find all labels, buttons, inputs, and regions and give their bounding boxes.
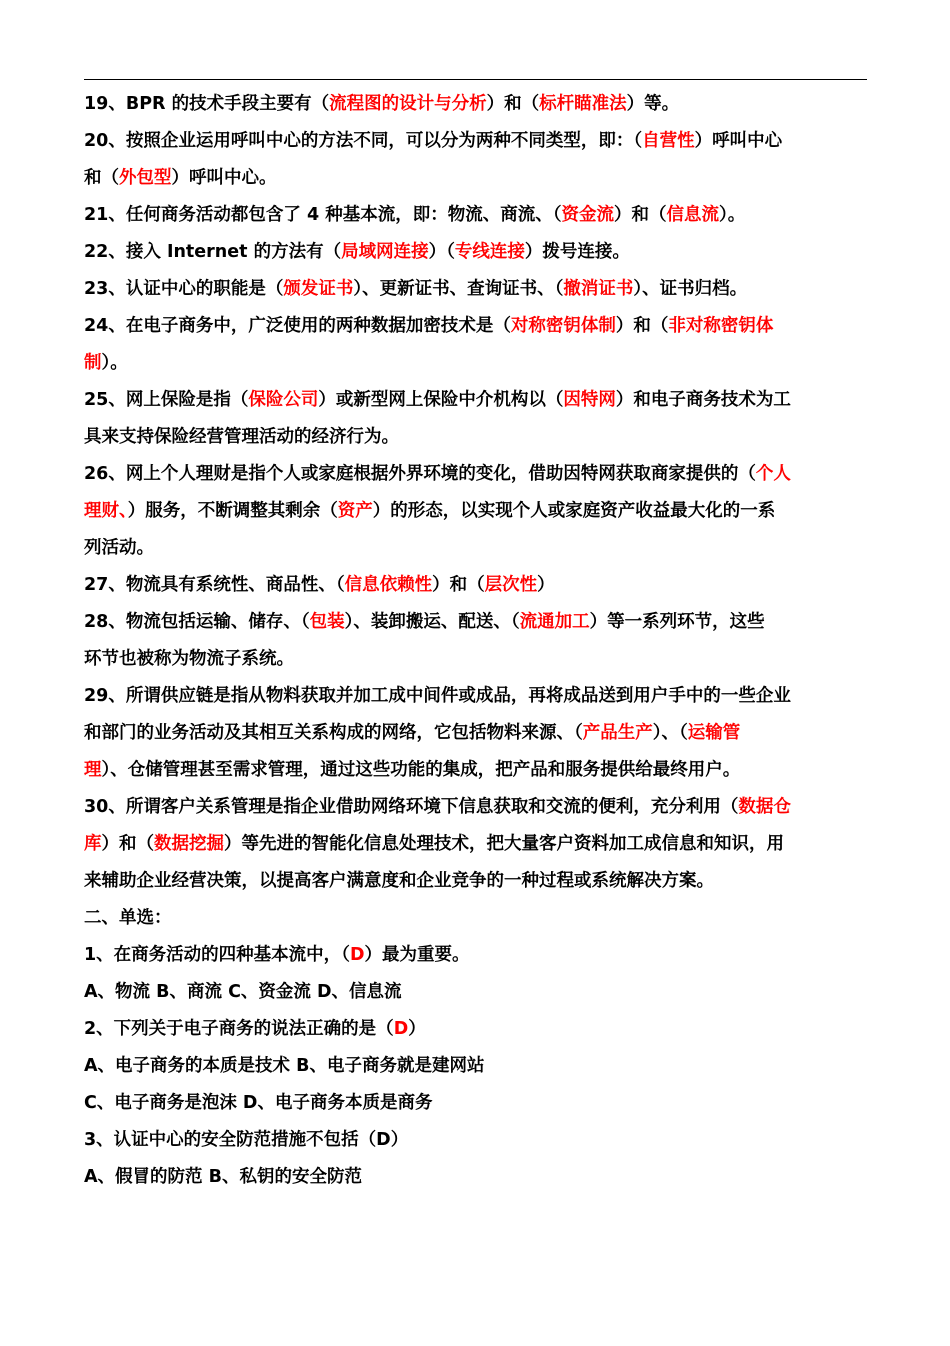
- text-line: [84, 1159, 859, 1196]
- body-text: ）、仓储管理甚至需求管理，通过这些功能的集成，把产品和服务提供给最终用户。: [101, 760, 741, 780]
- text-line: [84, 937, 859, 974]
- text-line: [84, 345, 859, 382]
- answer-text: 因特网: [563, 390, 616, 410]
- answer-text: D: [393, 1019, 409, 1039]
- text-line: [84, 604, 859, 641]
- answer-text: 包装: [309, 612, 345, 632]
- body-text: ）等。: [626, 94, 680, 114]
- text-line: [84, 641, 859, 678]
- body-text: ）、更新证书、查询证书、（: [353, 279, 564, 299]
- answer-text: 保险公司: [248, 390, 319, 410]
- body-text: A、物流 B、商流 C、资金流 D、信息流: [84, 982, 402, 1002]
- body-text: 22、接入 Internet 的方法有（: [84, 242, 342, 262]
- answer-text: 流程图的设计与分析: [329, 94, 487, 114]
- text-line: [84, 678, 859, 715]
- body-text: 和部门的业务活动及其相互关系构成的网络，它包括物料来源、（: [84, 723, 583, 743]
- text-line: [84, 308, 859, 345]
- text-line: [84, 900, 859, 937]
- document-body: [84, 86, 859, 1196]
- answer-text: 撤消证书: [563, 279, 634, 299]
- text-line: [84, 234, 859, 271]
- answer-text: 信息依赖性: [344, 575, 433, 595]
- answer-text: 专线连接: [454, 242, 525, 262]
- answer-text: 资金流: [561, 205, 614, 225]
- answer-text: 非对称密钥体: [668, 316, 774, 336]
- body-text: ）和电子商务技术为工: [615, 390, 791, 410]
- text-line: [84, 419, 859, 456]
- body-text: ）、（: [652, 723, 688, 743]
- answer-text: 信息流: [666, 205, 719, 225]
- text-line: [84, 86, 859, 123]
- text-line: [84, 567, 859, 604]
- answer-text: 层次性: [484, 575, 538, 595]
- body-text: 二、单选：: [84, 908, 172, 928]
- body-text: ）等一系列环节，这些: [589, 612, 765, 632]
- answer-text: 理财、: [84, 501, 128, 521]
- body-text: ）。: [718, 205, 746, 225]
- body-text: 和（: [84, 168, 119, 188]
- answer-text: 局域网连接: [341, 242, 429, 262]
- body-text: 29、所谓供应链是指从物料获取并加工成中间件或成品，再将成品送到用户手中的一些企业: [84, 686, 791, 706]
- body-text: ）（: [428, 242, 455, 262]
- body-text: 25、网上保险是指（: [84, 390, 249, 410]
- body-text: ）最为重要。: [364, 945, 470, 965]
- body-text: ）服务，不断调整其剩余（: [127, 501, 338, 521]
- body-text: 27、物流具有系统性、商品性、（: [84, 575, 345, 595]
- body-text: 2、下列关于电子商务的说法正确的是（: [84, 1019, 394, 1039]
- body-text: 30、所谓客户关系管理是指企业借助网络环境下信息获取和交流的便利，充分利用（: [84, 797, 739, 817]
- answer-text: 流通加工: [519, 612, 590, 632]
- answer-text: 标杆瞄准法: [539, 94, 627, 114]
- body-text: 19、BPR 的技术手段主要有（: [84, 94, 330, 114]
- body-text: 来辅助企业经营决策，以提高客户满意度和企业竞争的一种过程或系统解决方案。: [84, 871, 714, 891]
- header-rule: [84, 79, 867, 80]
- body-text: 26、网上个人理财是指个人或家庭根据外界环境的变化，借助因特网获取商家提供的（: [84, 464, 756, 484]
- text-line: [84, 197, 859, 234]
- answer-text: 数据仓: [738, 797, 791, 817]
- body-text: 23、认证中心的职能是（: [84, 279, 284, 299]
- body-text: ）。: [101, 353, 128, 373]
- body-text: 24、在电子商务中，广泛使用的两种数据加密技术是（: [84, 316, 511, 336]
- body-text: ）等先进的智能化信息处理技术，把大量客户资料加工成信息和知识，用: [224, 834, 784, 854]
- text-line: [84, 863, 859, 900]
- body-text: 具来支持保险经营管理活动的经济行为。: [84, 427, 399, 447]
- body-text: ）和（: [432, 575, 485, 595]
- body-text: ）和（: [101, 834, 154, 854]
- body-text: ）拨号连接。: [524, 242, 630, 262]
- answer-text: 数据挖掘: [154, 834, 224, 854]
- text-line: [84, 1048, 859, 1085]
- text-line: [84, 752, 859, 789]
- text-line: [84, 715, 859, 752]
- answer-text: 个人: [755, 464, 791, 484]
- text-line: [84, 530, 859, 567]
- body-text: 20、按照企业运用呼叫中心的方法不同，可以分为两种不同类型，即：（: [84, 131, 643, 151]
- body-text: ）和（: [613, 205, 667, 225]
- answer-text: 库: [84, 834, 102, 854]
- body-text: 环节也被称为物流子系统。: [84, 649, 294, 669]
- body-text: ）或新型网上保险中介机构以（: [318, 390, 564, 410]
- answer-text: 对称密钥体制: [510, 316, 616, 336]
- text-line: [84, 160, 859, 197]
- body-text: ）呼叫中心: [694, 131, 783, 151]
- body-text: A、电子商务的本质是技术 B、电子商务就是建网站: [84, 1056, 485, 1076]
- body-text: ）: [537, 575, 555, 595]
- text-line: [84, 789, 859, 826]
- answer-text: D: [349, 945, 365, 965]
- body-text: ）呼叫中心。: [171, 168, 277, 188]
- body-text: C、电子商务是泡沫 D、电子商务本质是商务: [84, 1093, 433, 1113]
- body-text: 列活动。: [84, 538, 154, 558]
- text-line: [84, 826, 859, 863]
- body-text: ）、证书归档。: [633, 279, 748, 299]
- text-line: [84, 382, 859, 419]
- answer-text: 资产: [337, 501, 373, 521]
- text-line: [84, 456, 859, 493]
- answer-text: 理: [84, 760, 102, 780]
- text-line: [84, 1011, 859, 1048]
- body-text: ）: [408, 1019, 426, 1039]
- body-text: 3、认证中心的安全防范措施不包括（D）: [84, 1130, 409, 1150]
- text-line: [84, 1122, 859, 1159]
- answer-text: 运输管: [687, 723, 741, 743]
- text-line: [84, 1085, 859, 1122]
- body-text: A、假冒的防范 B、私钥的安全防范: [84, 1167, 362, 1187]
- text-line: [84, 271, 859, 308]
- answer-text: 自营性: [642, 131, 695, 151]
- body-text: ）、装卸搬运、配送、（: [344, 612, 520, 632]
- body-text: 21、任何商务活动都包含了 4 种基本流，即：物流、商流、（: [84, 205, 562, 225]
- text-line: [84, 123, 859, 160]
- body-text: ）和（: [615, 316, 669, 336]
- answer-text: 制: [84, 353, 102, 373]
- body-text: ）的形态，以实现个人或家庭资产收益最大化的一系: [372, 501, 776, 521]
- answer-text: 外包型: [119, 168, 172, 188]
- text-line: [84, 974, 859, 1011]
- text-line: [84, 493, 859, 530]
- body-text: 28、物流包括运输、储存、（: [84, 612, 310, 632]
- body-text: ）和（: [486, 94, 540, 114]
- answer-text: 产品生产: [582, 723, 653, 743]
- answer-text: 颁发证书: [283, 279, 354, 299]
- body-text: 1、在商务活动的四种基本流中，（: [84, 945, 350, 965]
